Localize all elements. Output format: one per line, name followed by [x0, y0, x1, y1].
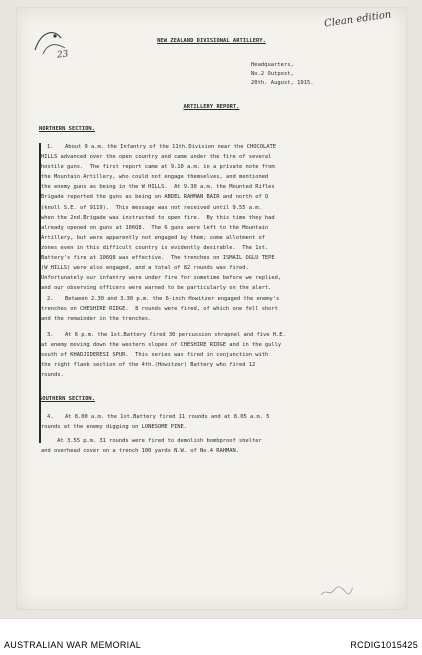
report-title: ARTILLERY REPORT. — [183, 104, 240, 110]
text-line: At 6 p.m. the 1st.Battery fired 30 percussion shrapnel and five H.E. — [65, 332, 286, 338]
text-line: at enemy moving down the western slopes of CHESHIRE RIDGE and in the gully — [41, 342, 282, 349]
text-line: south of KHADJIDERESI SPUR. This series was fired in conjunction with — [41, 352, 269, 359]
text-line: Battery's fire at 106Q8 was effective. The trenches on ISMAIL OGLU TEPE — [41, 255, 275, 262]
paragraph-number: 3. — [47, 332, 54, 338]
footer-source: AUSTRALIAN WAR MEMORIAL — [4, 640, 142, 650]
paragraph-number: 1. — [47, 144, 54, 150]
text-line: (W HILLS) were also engaged, and a total of 82 rounds was fired. — [41, 265, 249, 272]
text-line: Brigade reported the guns as being on ABDEL RAHMAN BAIR and north of Q — [41, 194, 269, 201]
text-line: trenches on CHESHIRE RIDGE. 8 rounds were fired, of which one fell short — [41, 306, 278, 313]
paragraph-number: 4. — [47, 414, 54, 420]
text-line: and the remainder in the trenches. — [41, 316, 152, 323]
archive-footer — [0, 618, 422, 655]
paragraph-number: 2. — [47, 296, 54, 302]
handwritten-reference: 23 — [56, 49, 69, 61]
paragraph-3 — [41, 330, 396, 380]
text-line: the enemy guns as being in the W HILLS. At 9.30 a.m. the Mounted Rifles — [41, 184, 275, 191]
text-line: hostile guns. The first report came at 9.10 a.m. in a private note from — [41, 164, 275, 171]
text-line: Artillery, but were apparently not engaged by them; some allotment of — [41, 234, 265, 241]
text-line: and overhead cover on a trench 100 yards N.W. of No.4 RAHMAN. — [41, 448, 239, 455]
text-line: At 8.00 a.m. the 1st.Battery fired 11 rounds and at 8.05 a.m. 5 — [65, 414, 270, 420]
text-line: zones even in this difficult country is evidently desirable. The 1st. — [41, 244, 269, 251]
northern-section-heading: NORTHERN SECTION. — [39, 126, 96, 132]
text-line: the Mountain Artillery, who could not engage themselves, and mentioned — [41, 174, 269, 181]
faint-signature — [320, 584, 355, 600]
document-heading: NEW ZEALAND DIVISIONAL ARTILLERY. — [157, 38, 266, 44]
text-line: rounds at the enemy digging on LONESOME PINE. — [41, 424, 188, 431]
text-line: when the 2nd.Brigade was instructed to open fire. By this time they had — [41, 214, 275, 221]
address-line-2: No.2 Outpost, — [251, 71, 294, 77]
paragraph-2 — [41, 294, 396, 324]
text-line: the right flank section of the 4th.(Howitzer) Battery who fired 12 — [41, 362, 256, 369]
text-line: At 3.55 p.m. 31 rounds were fired to demolish bombproof shelter — [41, 438, 262, 445]
text-line: already opened on guns at 106Q8. The 6 guns were left to the Mountain — [41, 224, 269, 231]
text-line: and our observing officers were warned to be particularly on the alert. — [41, 285, 272, 292]
paragraph-4 — [41, 412, 396, 456]
signature-scribble-icon — [320, 584, 355, 598]
text-line: About 9 a.m. the Infantry of the 11th.Division near the CHOCOLATE — [65, 144, 276, 150]
text-line: HILLS advanced over the open country and came under the fire of several — [41, 154, 272, 161]
text-line: Unfortunately our infantry were under fire for sometime before we replied, — [41, 275, 282, 282]
address-line-3: 20th. August, 1915. — [251, 80, 314, 86]
southern-section-heading: SOUTHERN SECTION. — [39, 396, 96, 402]
footer-record-id: RCDIG1015425 — [350, 640, 418, 650]
text-line: Between 2.30 and 3.30 p.m. the 6-inch Howitzer engaged the enemy's — [65, 296, 280, 302]
text-line: (knoll S.E. of 9119). This message was not received until 9.55 a.m. — [41, 204, 262, 211]
report-page — [17, 8, 406, 609]
text-line: rounds. — [41, 372, 64, 379]
handwritten-note: Clean edition — [324, 9, 393, 30]
paragraph-1 — [41, 142, 396, 293]
address-line-1: Headquarters, — [251, 62, 294, 68]
